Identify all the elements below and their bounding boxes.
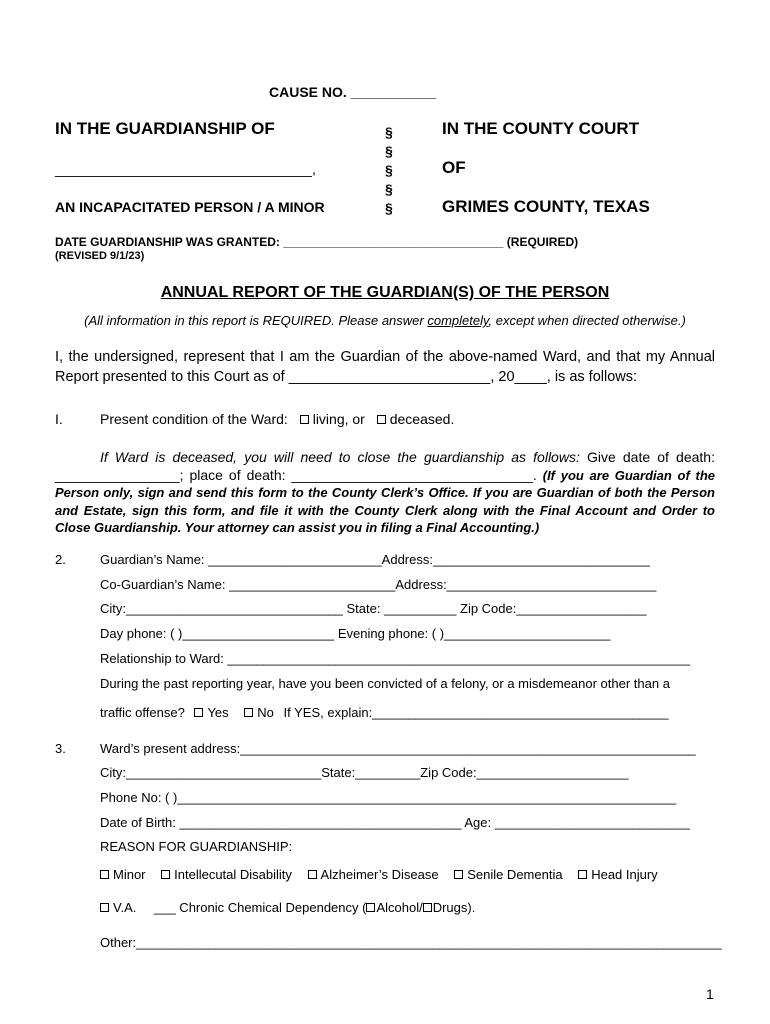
cause-number: CAUSE NO. ___________: [269, 84, 437, 100]
section-number: 2.: [55, 552, 66, 567]
caption-county-texas: GRIMES COUNTY, TEXAS: [442, 197, 650, 216]
deceased-option-label: deceased.: [389, 411, 455, 427]
living-option-label: living, or: [312, 411, 365, 427]
caption-county-court: IN THE COUNTY COURT: [442, 119, 640, 138]
section-number: 3.: [55, 741, 66, 756]
caption-guardianship-of: IN THE GUARDIANSHIP OF: [55, 119, 275, 138]
relationship-field[interactable]: Relationship to Ward: ________________________________________________________________: [100, 651, 691, 666]
deceased-instruction-fields: Give date of death: ________________; place of death: _______________________________.: [55, 449, 715, 483]
section-sign: §: [385, 162, 393, 178]
yes-checkbox[interactable]: [194, 708, 203, 717]
reason-label-chemical: ___ Chronic Chemical Dependency (: [154, 900, 367, 915]
ward-condition-label: Present condition of the Ward:: [100, 411, 288, 427]
guardian-city-field[interactable]: City:______________________________ State: __________ Zip Code:__________________: [100, 601, 647, 616]
reason-label-head-injury: Head Injury: [591, 867, 658, 882]
alcohol-checkbox[interactable]: [366, 903, 375, 912]
subtitle-part: (All information in this report is REQUIRED. Please answer: [84, 313, 428, 328]
deceased-instructions: [55, 449, 715, 537]
caption-of: OF: [442, 158, 466, 177]
section-sign: §: [385, 124, 393, 140]
page-subtitle: [0, 313, 770, 328]
drugs-checkbox[interactable]: [423, 903, 432, 912]
other-reason-field[interactable]: Other:_________________________________________________________________________________: [100, 935, 722, 950]
reason-label-minor: Minor: [113, 867, 146, 882]
section-sign: §: [385, 181, 393, 197]
reason-label-va: V.A.: [113, 900, 137, 915]
guardian-phone-fields[interactable]: Day phone: ( )_____________________ Evening phone: ( )_______________________: [100, 626, 611, 641]
reason-label-alzheimers: Alzheimer’s Disease: [320, 867, 439, 882]
revised-date: (REVISED 9/1/23): [55, 250, 145, 262]
reason-label-intellectual: Intellecutal Disability: [174, 867, 292, 882]
alcohol-label: Alcohol/: [376, 900, 423, 915]
guardian-name-field[interactable]: Guardian’s Name: ________________________Address:______________________________: [100, 552, 650, 567]
reason-checkbox-va[interactable]: [100, 903, 109, 912]
reason-checkbox-alzheimers[interactable]: [308, 870, 317, 879]
drugs-label: Drugs).: [432, 900, 476, 915]
subtitle-part: , except when directed otherwise.): [488, 313, 686, 328]
deceased-checkbox[interactable]: [377, 415, 386, 424]
ward-city-field[interactable]: City:___________________________State:_________Zip Code:_____________________: [100, 765, 629, 780]
reasons-row: [100, 867, 658, 882]
deceased-instruction-italic: If Ward is deceased, you will need to close the guardianship as follows:: [100, 449, 580, 465]
section-number: I.: [55, 411, 63, 427]
ward-condition-row: [100, 411, 454, 427]
coguardian-name-field[interactable]: Co-Guardian’s Name: _______________________Address:_____________________________: [100, 577, 657, 592]
caption-incapacitated-person: AN INCAPACITATED PERSON / A MINOR: [55, 199, 325, 215]
page-number: 1: [706, 986, 714, 1002]
reason-checkbox-intellectual[interactable]: [161, 870, 170, 879]
reasons-row-2: [100, 900, 475, 915]
living-checkbox[interactable]: [300, 415, 309, 424]
date-granted-line: DATE GUARDIANSHIP WAS GRANTED: _________________________________ (REQUIRED): [55, 235, 579, 249]
ward-address-field[interactable]: Ward’s present address:_______________________________________________________________: [100, 741, 696, 756]
reason-checkbox-head-injury[interactable]: [578, 870, 587, 879]
deceased-instruction-bold: (If you are Guardian of the Person only, sign and send this form to the County Clerk’s Office. If you are Guardian of both the Person and Estate, sign this form, and file it with the County Clerk along with the Final Account and Order to Close Guardianship. Your attorney can assist you in filing a Final Accounting.): [55, 467, 716, 535]
ward-name-line: _________________________________,: [55, 161, 316, 177]
traffic-offense-row: [100, 705, 669, 720]
explain-field[interactable]: If YES, explain:_________________________________________: [283, 705, 669, 720]
section-sign: §: [385, 143, 393, 159]
ward-dob-age-field[interactable]: Date of Birth: _______________________________________ Age: ___________________________: [100, 815, 690, 830]
reason-label-dementia: Senile Dementia: [467, 867, 563, 882]
yes-label: Yes: [207, 705, 229, 720]
traffic-offense-label: traffic offense?: [100, 705, 185, 720]
section-sign-column: [385, 123, 393, 218]
felony-question: During the past reporting year, have you been convicted of a felony, or a misdemeanor other than a: [100, 676, 670, 691]
subtitle-emphasis: completely: [427, 313, 489, 328]
reason-label: REASON FOR GUARDIANSHIP:: [100, 839, 293, 854]
page-title: ANNUAL REPORT OF THE GUARDIAN(S) OF THE PERSON: [160, 284, 610, 301]
intro-paragraph: I, the undersigned, represent that I am the Guardian of the above-named Ward, and that my Annual Report presented to this Court as of _________________________, 20____, is as follows:: [55, 349, 715, 385]
ward-phone-field[interactable]: Phone No: ( )_____________________________________________________________________: [100, 790, 677, 805]
reason-checkbox-dementia[interactable]: [454, 870, 463, 879]
reason-checkbox-minor[interactable]: [100, 870, 109, 879]
no-label: No: [257, 705, 274, 720]
no-checkbox[interactable]: [244, 708, 253, 717]
section-sign: §: [385, 200, 393, 216]
